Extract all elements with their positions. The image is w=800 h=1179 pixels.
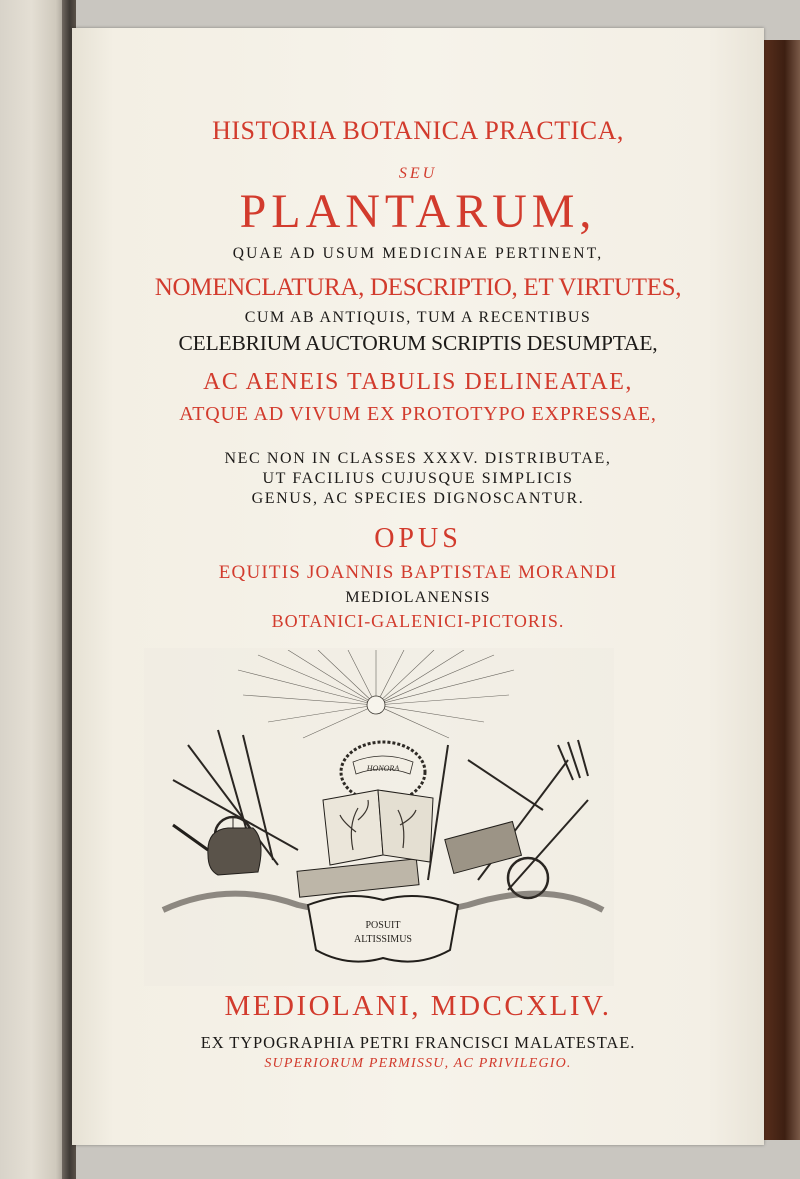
author-role-line: BOTANICI-GALENICI-PICTORIS.: [271, 611, 565, 631]
title-line-opus: OPUS: [374, 523, 462, 554]
open-herbal-right-page: [378, 790, 433, 862]
imprint-privilege: SUPERIORUM PERMISSU, AC PRIVILEGIO.: [264, 1056, 572, 1071]
honora-banner-text: HONORA: [366, 764, 400, 773]
title-line-seu: SEU: [398, 165, 438, 182]
sun-rays: [238, 650, 514, 738]
open-herbal-left-page: [323, 790, 383, 865]
title-line-8: AC AENEIS TABULIS DELINEATAE,: [203, 369, 633, 395]
imprint-printer: EX TYPOGRAPHIA PETRI FRANCISCI MALATESTAE.: [200, 1033, 636, 1052]
title-line-9: ATQUE AD VIVUM EX PROTOTYPO EXPRESSAE,: [179, 403, 657, 425]
book-cover-board: [762, 40, 800, 1140]
title-line-10: NEC NON IN CLASSES XXXV. DISTRIBUTAE,: [224, 450, 612, 467]
engraved-vignette: [148, 650, 618, 980]
author-line: EQUITIS JOANNIS BAPTISTAE MORANDI: [218, 562, 618, 583]
sun-icon: [367, 696, 385, 714]
title-line-4: QUAE AD USUM MEDICINAE PERTINENT,: [232, 245, 604, 262]
title-line-5: NOMENCLATURA, DESCRIPTIO, ET VIRTUTES,: [154, 274, 682, 301]
left-page-edge: [0, 0, 70, 1179]
imprint-place-date: MEDIOLANI, MDCCXLIV.: [224, 990, 612, 1022]
title-line-6: CUM AB ANTIQUIS, TUM A RECENTIBUS: [244, 309, 592, 326]
title-line-12: GENUS, AC SPECIES DIGNOSCANTUR.: [251, 490, 585, 507]
cartouche-text-altissimus: ALTISSIMUS: [354, 934, 412, 945]
title-line-7: CELEBRIUM AUCTORUM SCRIPTIS DESUMPTAE,: [178, 331, 658, 355]
title-line-1: HISTORIA BOTANICA PRACTICA,: [212, 116, 624, 145]
watering-can-icon: [208, 828, 261, 875]
author-origin-line: MEDIOLANENSIS: [345, 589, 491, 606]
garden-tools-right: [428, 740, 588, 898]
title-line-plantarum: PLANTARUM,: [239, 185, 597, 238]
title-line-11: UT FACILIUS CUJUSQUE SIMPLICIS: [262, 470, 574, 487]
cartouche-text-posuit: POSUIT: [365, 920, 401, 931]
closed-books: [297, 859, 419, 897]
wheelbarrow-icon: [445, 822, 522, 874]
watering-can-spout: [173, 825, 208, 850]
